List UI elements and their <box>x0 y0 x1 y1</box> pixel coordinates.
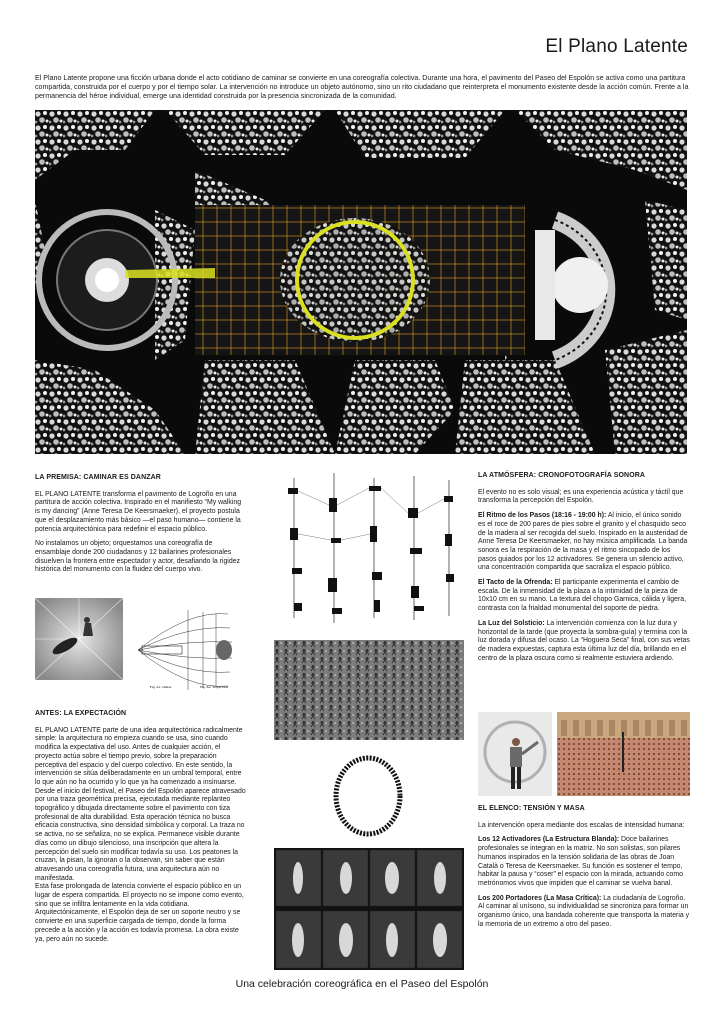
chronophotography-image <box>274 848 464 970</box>
antes-section <box>35 710 247 944</box>
atmos-p1: El evento no es solo visual; es una experiencia acústica y táctil que transforma la percepción del Espolón. <box>478 488 684 505</box>
elenco-heading: EL ELENCO: TENSIÓN Y MASA <box>478 805 585 812</box>
fig-caption-a: Fig. A1. Ondas <box>150 685 172 689</box>
wave-diagram <box>128 600 246 692</box>
crowd-plaza-photo <box>557 712 690 796</box>
ritmo-text: Al inicio, el único sonido es el roce de 200 pares de pies sobre el granito y el chasquido seco de la madera al ser recogida del suelo. Inspirado en la austeridad de Anne Teresa De Keersmaeker, no hay música amplificada. La banda sonora es la respiración de la masa y el ritmo sincopado de los pasos guiados por los 12 activadores. Se genera un silencio activo, una concentración compartida que sacraliza el espacio público. <box>478 512 688 572</box>
premise-section <box>35 474 247 581</box>
activadores-text: Doce bailarines profesionales se integran en la matriz. No son solistas, son pilares humanos inspirados en la tensión solidaria de las obras de Joan Català o Teresa de Keersmaeker. Su función es sostener el tempo, habitar la pausa y “coser” el espacio con la mirada, actuando como metrónomos vivos que impiden que el caminar se vuelva banal. <box>478 836 683 887</box>
ritmo-label: El Ritmo de los Pasos (18:16 - 19:00 h): <box>478 512 607 520</box>
elenco-activadores <box>478 836 690 888</box>
premise-p2: No instalamos un objeto; orquestamos una coreografía de ensamblaje donde 200 ciudadanos y 12 bailarines profesionales disuelven la frontera entre espectador y actor, desafiando la rigidez histórica del monumento con la fluidez del cuerpo vivo. <box>35 540 240 574</box>
elenco-portadores <box>478 895 690 930</box>
premise-heading: LA PREMISA: CAMINAR ES DANZAR <box>35 474 161 481</box>
cast-section <box>478 805 690 935</box>
antes-heading: ANTES: LA EXPECTACIÓN <box>35 710 127 717</box>
atmos-luz <box>478 620 690 664</box>
portadores-label: Los 200 Portadores (La Masa Crítica): <box>478 894 602 902</box>
fig-caption-b: Fig. A2. Trayectoria <box>200 685 229 689</box>
elenco-p1: La intervención opera mediante dos escalas de intensidad humana: <box>478 821 685 829</box>
footer-caption: Una celebración coreográfica en el Paseo del Espolón <box>235 978 489 990</box>
luz-label: La Luz del Solsticio: <box>478 619 545 627</box>
antes-p1: EL PLANO LATENTE parte de una idea arquitectónica radicalmente simple: la arquitectura no empieza cuando se usa, sino cuando modifica la expectativa del uso. Antes de cualquier acción, el proyecto actúa sobre el tiempo previo, sobre la preparación perceptiva del espacio y del cuerpo colectivo. En este sentido, la intervención se sitúa deliberadamente en un umbral temporal, entre lo que aún no ha ocurrido y lo que ya ha comenzado a insinuarse. <box>35 726 243 786</box>
performer-ring-photo <box>478 712 552 796</box>
shadow-walker-photo <box>35 598 123 680</box>
atmos-tacto <box>478 579 690 614</box>
dancers-ring-image <box>318 750 418 842</box>
tacto-text: El participante experimenta el cambio de escala. De la inmensidad de la plaza a la intimidad de la pieza de 10x10 cm en su mano. La textura del chopo Garnica, cálida y ligera, contrasta con la frialdad monumental del soporte de piedra. <box>478 579 686 613</box>
antes-p3: Esta fase prolongada de latencia convierte el espacio público en un lugar de espera compartida. El proyecto no se impone como evento, sino que se infiltra lentamente en la vida cotidiana. Arquitectónicamente, el Espolón deja de ser un soporte neutro y se convierte en una superficie cargada de tiempo, donde la forma precede a la acción y la acción es todavía promesa. La obra existe ya, pero aún no sucede. <box>35 883 244 943</box>
aerial-plan-image <box>35 110 687 454</box>
atmos-heading: LA ATMÓSFERA: CRONOFOTOGRAFÍA SONORA <box>478 472 646 479</box>
activadores-label: Los 12 Activadores (La Estructura Blanda): <box>478 836 620 844</box>
tacto-label: El Tacto de la Ofrenda: <box>478 579 553 587</box>
antes-p2: Desde el inicio del festival, el Paseo del Espolón aparece atravesado por una traza geométrica precisa, ejecutada mediante replanteo topográfico y dibujada directamente sobre el pavimento con tiza profesional de alta durabilidad. Esta operación técnica no busca eficacia constructiva, sino densidad simbólica y corporal. La traza no se activa, no se señaliza, no se explica. Permanece visible durante días como un dibujo silencioso, una inscripción que altera la percepción del suelo sin modificar todavía su uso. Los peatones la cruzan, la pisan, la ignoran o la observan, sin saber que están atravesando una coreografía futura, una arquitectura aún no manifestada. <box>35 787 246 882</box>
mass-gymnastics-photo <box>274 640 464 740</box>
luz-text: La intervención comienza con la luz dura y horizontal de la tarde (que proyecta la sombra-guía) y termina con la luz dorada y difusa del ocaso. La “Hoguera Seca” final, con sus vetas de madera expuestas, captura esta última luz del día, brillando en el centro de la plaza oscura como si realmente estuviera ardiendo. <box>478 619 690 662</box>
atmosphere-section <box>478 472 690 669</box>
atmos-ritmo <box>478 512 690 573</box>
intro-text: El Plano Latente propone una ficción urbana donde el acto cotidiano de caminar se convierte en una coreografía colectiva. Durante una hora, el pavimento del Paseo del Espolón se activa como una partitura compartida, construida por el cuerpo y por el tiempo solar. La intervención no introduce un objeto autónomo, sino un rito ciudadano que reinterpreta el monumento existente desde la acción común. Frente a la permanencia del héroe individual, emerge una identidad construida por la presencia sincronizada de la comunidad. <box>35 74 689 100</box>
portadores-text: La ciudadanía de Logroño. Al caminar al unísono, su individualidad se sincroniza para formar un organismo único, una bandada coherente que transporta la materia y la memoria de un extremo a otro del paseo. <box>478 894 690 928</box>
score-notation-image <box>274 468 464 628</box>
premise-p1: EL PLANO LATENTE transforma el pavimento de Logroño en una partitura de acción colectiva. Inspirado en el manifiesto “My walking is my dancing” (Anne Teresa De Keersmaeker), el proyecto postula que el desplazamiento más básico —el paso humano— contiene la potencia arquitectónica para redefinir el espacio público. <box>35 490 242 533</box>
page-title: El Plano Latente <box>545 36 688 57</box>
